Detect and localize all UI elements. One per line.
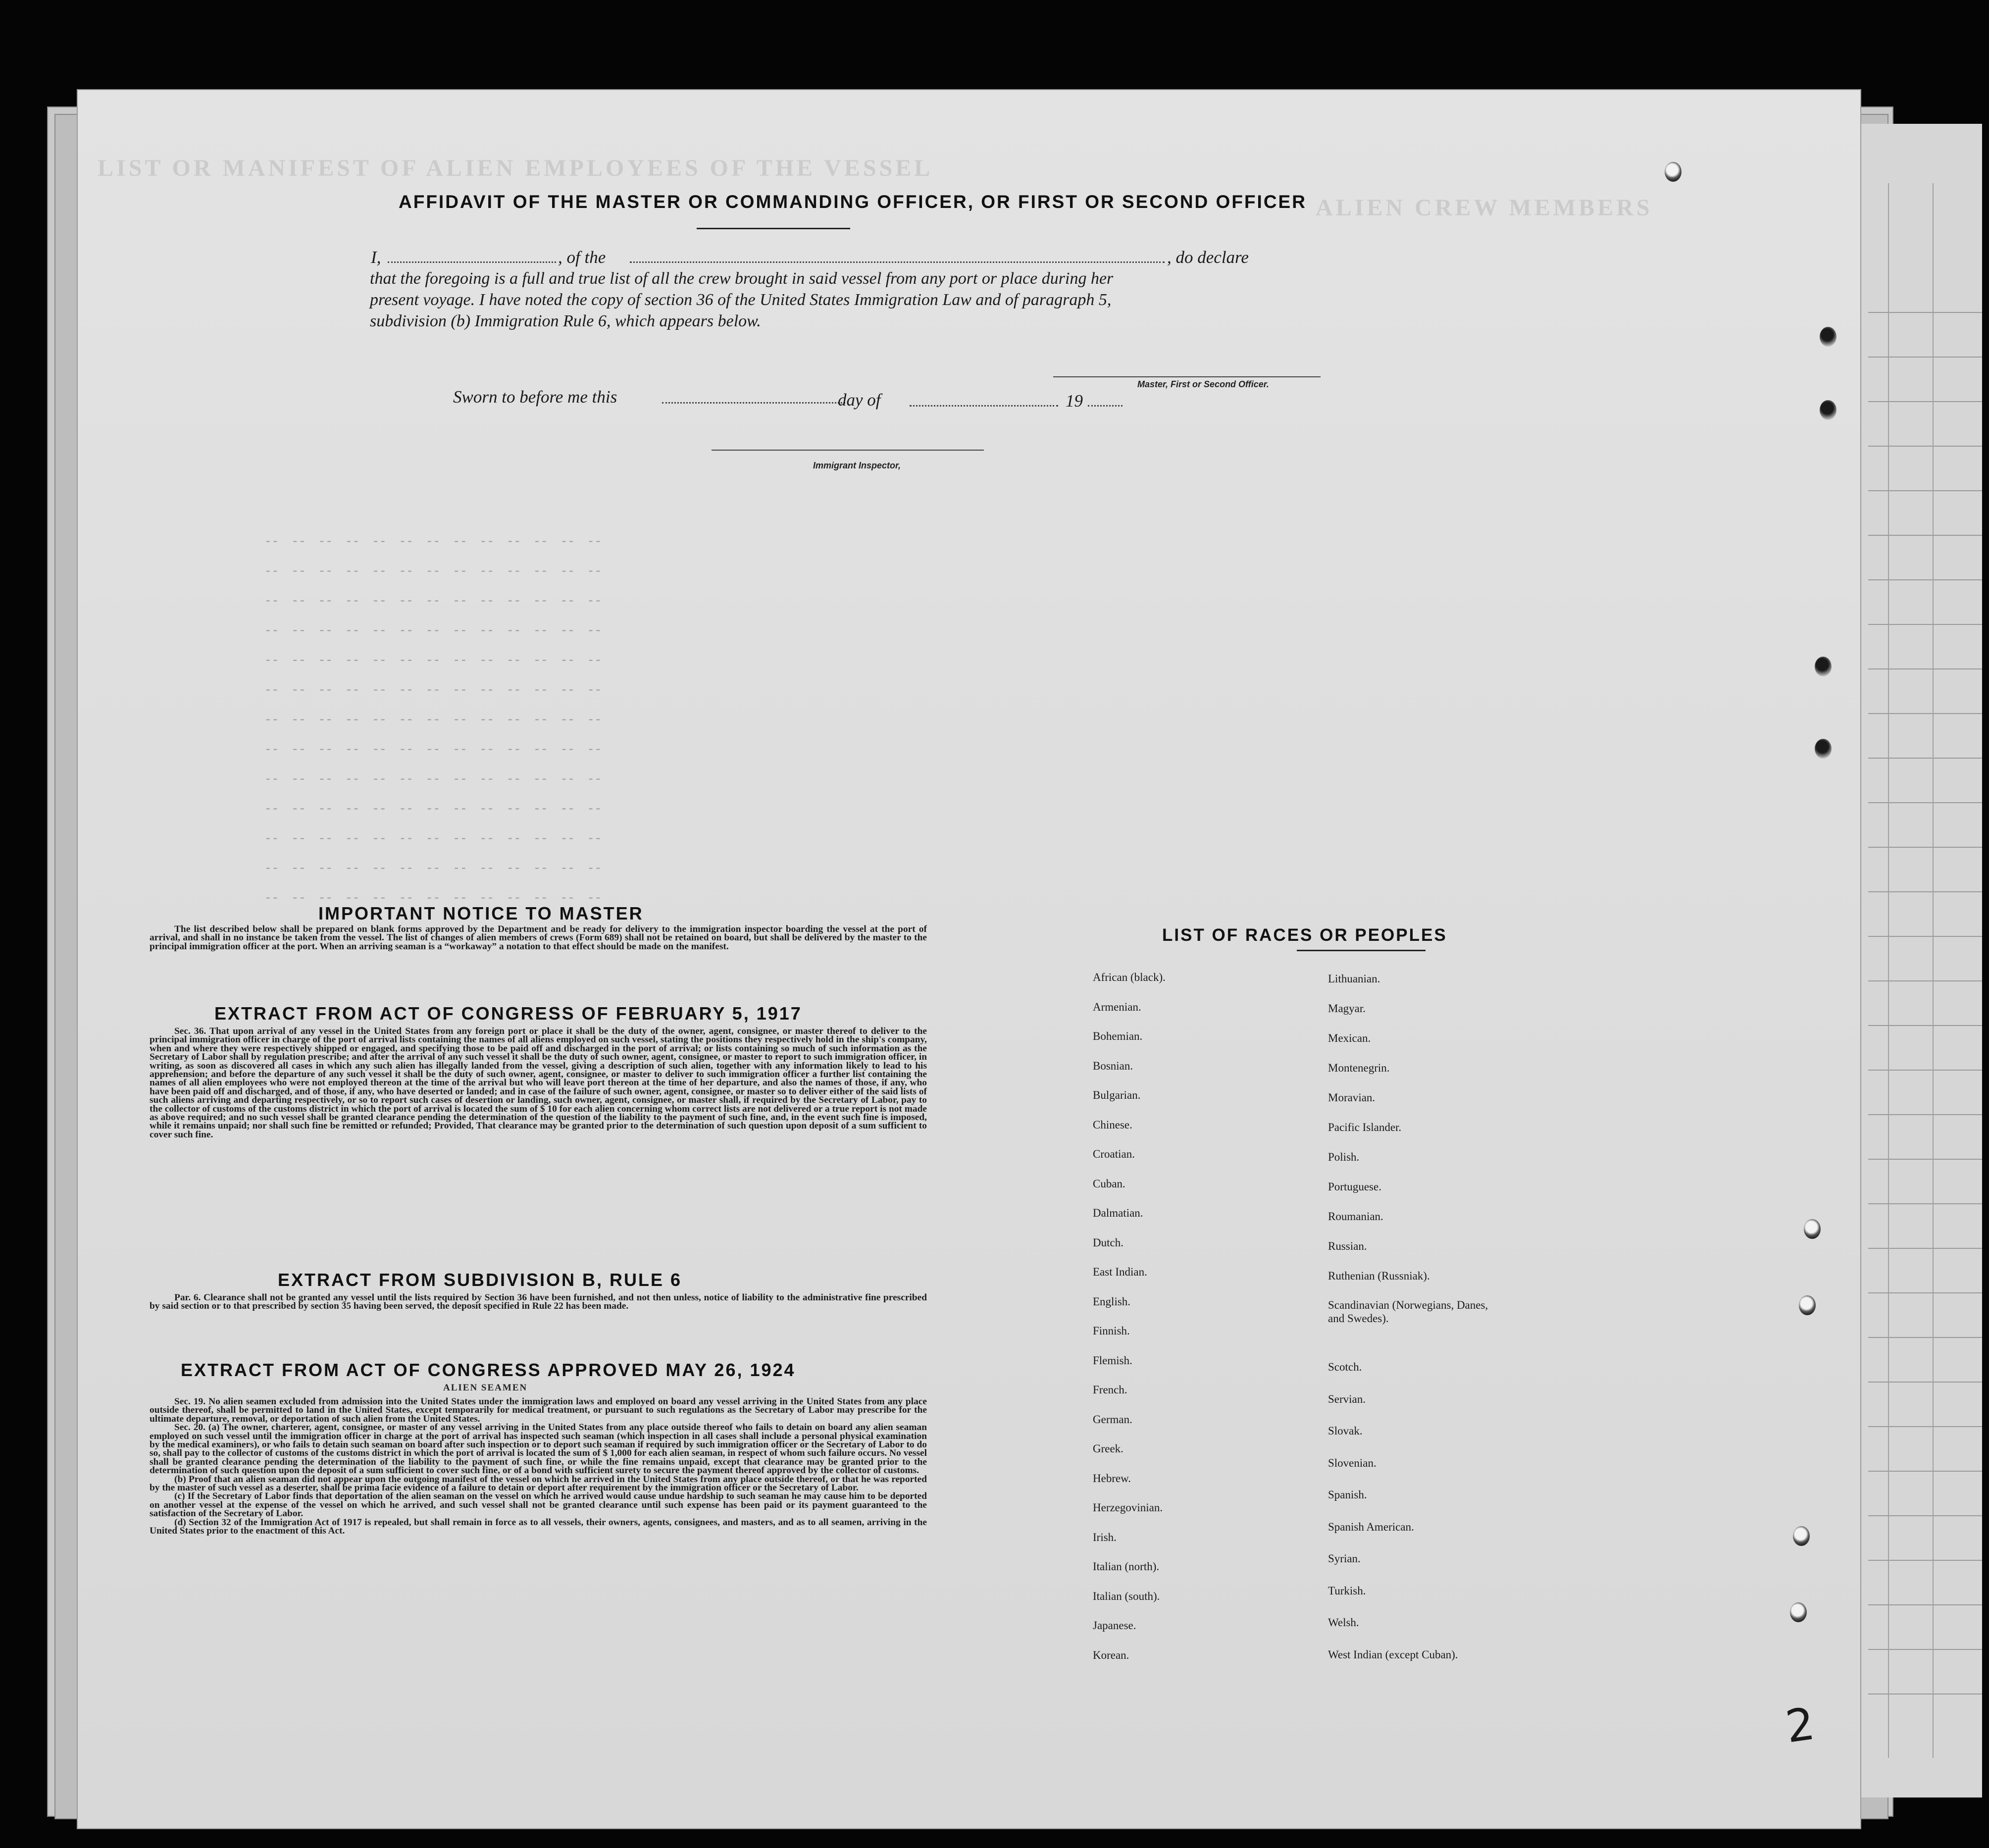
race-right-item: Polish. xyxy=(1328,1151,1360,1163)
race-left-item: Dalmatian. xyxy=(1093,1207,1143,1219)
sec-20d-paragraph: (d) Section 32 of the Immigration Act of 1917 is repealed, but shall remain in force as to all vessels, their owners, agents, consignees, and masters, and as to all seamen, arriving in the United States prior to the enactment of this Act. xyxy=(150,1517,927,1537)
affidavit-line: subdivision (b) Immigration Rule 6, which appears below. xyxy=(370,312,761,330)
race-right-item: Spanish American. xyxy=(1328,1521,1414,1533)
sec-20b-paragraph: (b) Proof that an alien seaman did not appear upon the outgoing manifest of the vessel on which he arrived in the United States from any place outside thereof, or that he was reported by the master of such vessel as a deserter, shall be prima facie evidence of a failure to detain or deport after requirement by the immigration officer or the Secretary of Labor. xyxy=(150,1474,927,1493)
race-left-item: Bohemian. xyxy=(1093,1030,1143,1042)
extract-rule6-heading: EXTRACT FROM SUBDIVISION B, RULE 6 xyxy=(278,1270,682,1290)
race-right-item: Ruthenian (Russniak). xyxy=(1328,1270,1430,1282)
extract-1924-heading: EXTRACT FROM ACT OF CONGRESS APPROVED MAY 26, 1924 xyxy=(181,1360,796,1380)
race-right-item: Syrian. xyxy=(1328,1552,1361,1565)
affidavit-line: that the foregoing is a full and true list of all the crew brought in said vessel from any port or place during her xyxy=(370,269,1114,288)
race-right-item: Pacific Islander. xyxy=(1328,1121,1402,1133)
sec-20c-paragraph: (c) If the Secretary of Labor finds that deportation of the alien seaman on the vessel on which he arrived would cause undue hardship to such seaman he may cause him to be deported on another vessel at the expense of the vessel on which he arrived, and such vessel shall not be granted clearance until such expense has been paid or its payment guaranteed to the satisfaction of the Secretary of Labor. xyxy=(150,1491,927,1519)
par-6-paragraph: Par. 6. Clearance shall not be granted any vessel until the lists required by Section 36 have been furnished, and not then unless, notice of liability to the administrative fine prescribed by said section or to that prescribed by section 35 having been served, the deposit specified in Rule 22 has been made. xyxy=(150,1292,927,1312)
race-left-item: French. xyxy=(1093,1384,1127,1396)
race-right-item: West Indian (except Cuban). xyxy=(1328,1648,1458,1661)
race-left-item: Croatian. xyxy=(1093,1148,1135,1160)
sworn-month-blank xyxy=(910,405,1058,407)
day-of-label: day of xyxy=(838,390,881,410)
race-left-item: English. xyxy=(1093,1295,1131,1308)
race-right-item: Scandinavian (Norwegians, Danes, and Swedes). xyxy=(1328,1299,1488,1325)
race-left-item: Finnish. xyxy=(1093,1325,1130,1337)
race-left-item: Cuban. xyxy=(1093,1178,1125,1190)
race-left-item: Italian (south). xyxy=(1093,1590,1160,1602)
punch-hole xyxy=(1665,162,1682,182)
name-blank xyxy=(388,261,556,263)
punch-hole xyxy=(1804,1219,1821,1239)
affidavit-line: present voyage. I have noted the copy of section 36 of the United States Immigration Law and of paragraph 5, xyxy=(370,291,1112,309)
punch-hole xyxy=(1820,400,1836,420)
sec-20a-paragraph: Sec. 20. (a) The owner, charterer, agent, consignee, or master of any vessel arriving in the United States from any place outside thereof who fails to detain on board any alien seaman employed on such vessel until the immigration officer in charge at the port of arrival has inspected such seaman (which inspection in all cases shall include a personal physical examination by the medical examiners), or who fails to detain such seaman on board after such inspection or to deport such seaman if required by such immigration officer or the Secretary of Labor to do so, shall pay to the collector of customs of the customs district in which the port of arrival is located the sum of $ 1,000 for each alien seaman, in respect of whom such failure occurs. No vessel shall be granted clearance pending the determination of the liability to the payment of such fine, or while the fine remains unpaid, except that clearance may be granted prior to the determination of such question upon the deposit of a sum sufficient to cover such fine, or of a bond with sufficient surety to secure the payment thereof approved by the collector of customs. xyxy=(150,1422,927,1476)
race-right-item: Moravian. xyxy=(1328,1091,1376,1104)
sworn-day-blank xyxy=(662,402,845,404)
punch-hole xyxy=(1799,1295,1816,1315)
race-left-item: Flemish. xyxy=(1093,1354,1132,1367)
race-right-item: Slovenian. xyxy=(1328,1457,1377,1469)
bleed-through-text: ALIEN CREW MEMBERS xyxy=(1316,195,1653,221)
race-right-item: Mexican. xyxy=(1328,1032,1371,1044)
race-left-item: Dutch. xyxy=(1093,1236,1123,1249)
race-right-item: Roumanian. xyxy=(1328,1210,1383,1223)
vessel-blank xyxy=(630,261,1165,263)
race-left-item: Bulgarian. xyxy=(1093,1089,1141,1101)
race-left-item: East Indian. xyxy=(1093,1266,1147,1278)
bleed-through-dashes: -- -- -- -- -- -- -- -- -- -- -- -- -- -- -- -- -- -- -- -- -- -- -- -- -- -- -- -- -- -- -- -- -- -- -- -- -- -- -- -- -- -- -- -- -- -- -- -- -- -- -- -- -- -- -- -- -- -- -- -- -- -- -- -- -- -- -- -- -- -- -- -- -- -- -- -- -- -- -- -- -- -- -- -- -- -- -- -- -- -- -- -- -- -- -- -- -- -- -- -- -- -- -- -- -- -- -- -- -- -- -- -- -- -- -- -- -- -- -- -- -- -- -- -- -- -- -- -- -- -- -- -- -- -- -- -- -- -- -- -- -- -- -- -- -- -- -- -- -- -- -- -- -- -- -- -- -- -- -- -- -- -- -- -- -- -- -- -- -- xyxy=(266,533,604,904)
notice-paragraph: The list described below shall be prepared on blank forms approved by the Department and be ready for delivery to the immigration inspector boarding the vessel at the port of arrival, and shall in no instance be taken from the vessel. The list of changes of alien members of crews (Form 689) shall not be retained on board, but shall be delivered by the master to the principal immigration officer at the port. When an arriving seaman is a “workaway” a notation to that effect should be made on the manifest. xyxy=(150,924,927,952)
master-caption: Master, First or Second Officer. xyxy=(1137,379,1269,389)
extract-1917-heading: EXTRACT FROM ACT OF CONGRESS OF FEBRUARY 5, 1917 xyxy=(214,1003,802,1024)
race-right-item: Scotch. xyxy=(1328,1361,1362,1373)
race-left-item: Japanese. xyxy=(1093,1619,1136,1632)
extract-1917-text xyxy=(150,1027,927,1139)
race-right-item: Russian. xyxy=(1328,1240,1367,1252)
race-left-item: German. xyxy=(1093,1413,1132,1426)
race-right-item: Turkish. xyxy=(1328,1585,1366,1597)
punch-hole xyxy=(1815,657,1832,676)
inspector-caption: Immigrant Inspector, xyxy=(813,461,901,470)
race-left-item: Bosnian. xyxy=(1093,1060,1133,1072)
punch-hole xyxy=(1793,1526,1810,1546)
punch-hole xyxy=(1815,739,1832,759)
races-heading: LIST OF RACES OR PEOPLES xyxy=(1162,925,1447,945)
race-left-item: Greek. xyxy=(1093,1442,1123,1455)
sworn-label: Sworn to before me this xyxy=(453,387,617,407)
race-left-item: Herzegovinian. xyxy=(1093,1501,1163,1514)
sec-36-paragraph: Sec. 36. That upon arrival of any vessel in the United States from any foreign port or place it shall be the duty of the owner, agent, consignee, or master thereof to deliver to the principal immigration officer in charge of the port of arrival lists containing the names of all aliens employed on such vessel, stating the positions they respectively hold in the ship's company, when and where they were respectively shipped or engaged, and specifying those to be paid off and discharged in the port of arrival; or lists containing so much of such information as the Secretary of Labor shall by regulation prescribe; and after the arrival of any such vessel it shall be the duty of such owner, agent, consignee, or master to report to such immigration officer, in writing, as soon as discovered all cases in which any such alien has illegally landed from the vessel, giving a description of such alien, together with any information likely to lead to his apprehension; and before the departure of any such vessel it shall be the duty of such owner, agent, consignee, or master to deliver to such immigration officer a further list containing the names of all alien employees who were not employed thereon at the time of the arrival but who will leave port thereon at the time of her departure, and also the names of those, if any, who have been paid off and discharged, and of those, if any, who have deserted or landed; and in case of the failure of such owner, agent, consignee, or master so to deliver either of the said lists of such aliens arriving and departing respectively, or so to report such cases of desertion or landing, such owner, agent, consignee, or master shall, if required by the Secretary of Labor, pay to the collector of customs of the customs district in which the port of arrival is located the sum of $ 10 for each alien concerning whom correct lists are not delivered or a true report is not made as above required; and no such vessel shall be granted clearance pending the determination of the question of the liability to the payment of such fine, and, in the event such fine is imposed, while it remains unpaid; nor shall such fine be remitted or refunded; Provided, That clearance may be granted prior to the determination of such question upon deposit of a sum sufficient to cover such fine. xyxy=(150,1026,927,1140)
alien-seamen-subheading: ALIEN SEAMEN xyxy=(443,1383,528,1393)
race-left-item: Korean. xyxy=(1093,1649,1129,1661)
bleed-through-text: LIST OR MANIFEST OF ALIEN EMPLOYEES OF THE VESSEL xyxy=(98,155,933,181)
inspector-signature-line xyxy=(712,450,984,451)
race-right-item: Lithuanian. xyxy=(1328,973,1380,985)
punch-hole xyxy=(1790,1602,1807,1622)
affidavit-i-label: I, xyxy=(371,248,381,267)
affidavit-do-declare-label: , do declare xyxy=(1167,248,1249,267)
year-prefix: 19 xyxy=(1066,391,1083,411)
races-heading-underline xyxy=(1297,950,1426,951)
extract-1924-text xyxy=(150,1397,927,1536)
race-left-item: Armenian. xyxy=(1093,1001,1141,1013)
race-right-item: Montenegrin. xyxy=(1328,1062,1390,1074)
notice-heading: IMPORTANT NOTICE TO MASTER xyxy=(318,903,644,924)
handwritten-page-number: 2 xyxy=(1782,1697,1818,1753)
race-right-item: Servian. xyxy=(1328,1393,1366,1405)
sworn-year-blank xyxy=(1088,405,1122,407)
affidavit-form-page xyxy=(77,89,1861,1829)
race-right-item: Magyar. xyxy=(1328,1002,1366,1015)
race-right-item: Slovak. xyxy=(1328,1425,1363,1437)
notice-text xyxy=(150,925,927,951)
extract-rule6-text xyxy=(150,1293,927,1311)
race-left-item: Hebrew. xyxy=(1093,1472,1131,1485)
sec-19-paragraph: Sec. 19. No alien seamen excluded from admission into the United States under the immigration laws and employed on board any vessel arriving in the United States from any place outside thereof, shall be permitted to land in the United States, except temporarily for medical treatment, or pursuant to such regulations as the Secretary of Labor may prescribe for the ultimate departure, removal, or deportation of such alien from the United States. xyxy=(150,1396,927,1424)
punch-hole xyxy=(1820,327,1836,347)
race-left-item: Italian (north). xyxy=(1093,1560,1160,1573)
race-right-item: Portuguese. xyxy=(1328,1181,1381,1193)
affidavit-of-the-label: , of the xyxy=(558,248,606,267)
heading-underline xyxy=(697,228,850,229)
race-left-item: Chinese. xyxy=(1093,1119,1132,1131)
race-right-item: Spanish. xyxy=(1328,1489,1367,1501)
race-left-item: Irish. xyxy=(1093,1531,1117,1543)
master-signature-line xyxy=(1053,376,1321,377)
race-left-item: African (black). xyxy=(1093,971,1166,983)
race-right-item: Welsh. xyxy=(1328,1616,1359,1629)
affidavit-heading: AFFIDAVIT OF THE MASTER OR COMMANDING OFFICER, OR FIRST OR SECOND OFFICER xyxy=(399,192,1307,212)
